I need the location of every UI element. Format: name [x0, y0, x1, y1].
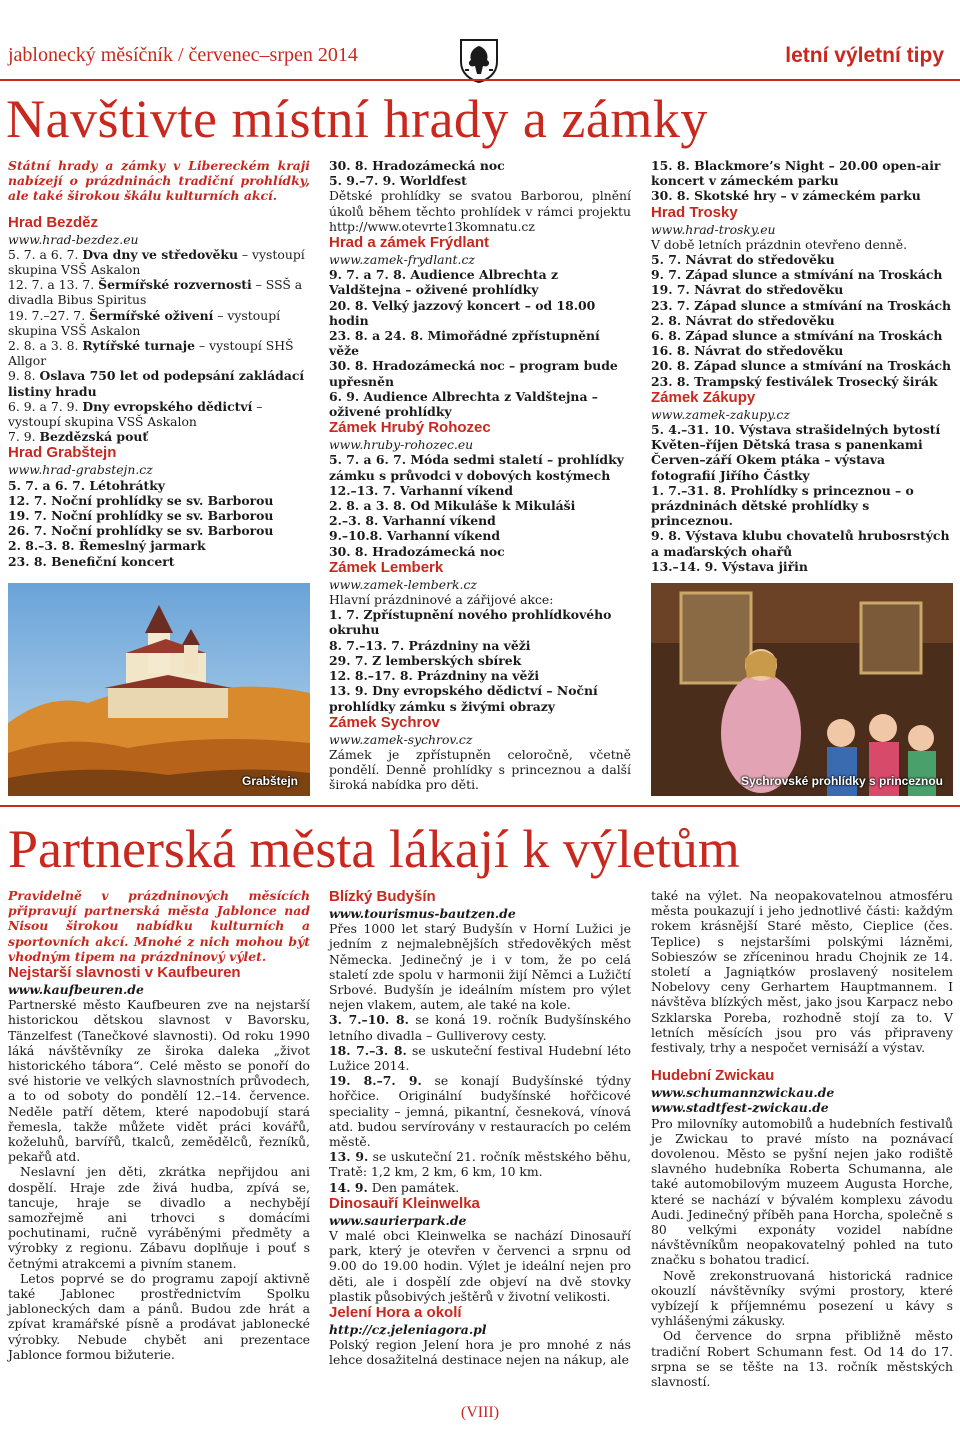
event-detail: se uskuteční 21. ročník městského běhu, Tratě: 1,2 km, 2 km, 6 km, 10 km. — [329, 1149, 632, 1180]
grabstejn-event: 23. 8. Benefiční koncert — [8, 553, 175, 569]
bezdez-url[interactable]: www.hrad-bezdez.eu — [8, 231, 139, 247]
event-date: 9. 8. — [8, 368, 40, 384]
zwickau-p3: Nově zrekonstruovaná historická radnice okouzlí návštěvníky svými prostory, které vybízejí k příjemnému posezení u kávy s vyhlášenými zákusky. — [651, 1267, 953, 1329]
lemberk-url[interactable]: www.zamek-lemberk.cz — [329, 576, 477, 592]
kaufbeuren-p1: Partnerské město Kaufbeuren zve na nejstarší historickou dětskou slavnost v Bavorsku, Tänzelfest (Tanečkové slavnosti). Od roku 1990 láká návštěvníky ze široka daleka „život historického tábora“. Celé město se ponoří do své historie ve velkých slavnostních průvodech, a to od soboty do pondělí 12.–14. července. Neděle patří dětem, které napodobují stará řemesla, takže můžete vidět práci kovářů, koželuhů, barvířů, tkalců, zemědělců, řezníků, pekařů atd. — [8, 997, 310, 1165]
column3-intro-events — [651, 158, 953, 204]
grabstejn-event: 5. 7. a 6. 7. Létohrátky — [8, 477, 165, 493]
article2-column-3 — [651, 888, 953, 1389]
princess-tour-image — [651, 583, 953, 796]
event-date: 7. 9. — [8, 429, 40, 445]
kaufbeuren-title: Nejstarší slavnosti v Kaufbeuren — [8, 964, 241, 982]
castle-image — [8, 583, 310, 796]
article2-column-2 — [329, 888, 631, 1368]
zwickau-p4: Od července do srpna přibližně město tradiční Robert Schumann fest. Od 14 do 17. srpna se se těšte na 13. ročník městských slavností. — [651, 1328, 953, 1390]
hruby-rohozec-events — [329, 452, 631, 558]
bezdez-events — [8, 247, 310, 445]
trosky-event: 6. 8. Západ slunce a stmívání na Troskách — [651, 328, 943, 344]
trosky-title: Hrad Trosky — [651, 203, 738, 221]
kaufbeuren-p3: Letos poprvé se do programu zapojí aktivně také Jablonec prostřednictvím Spolku jabloneckých dam a pánů. Budou zde hrát a zpívat kramářské písně a prodávat jablonecké výrobky. Nebude chybět ani prezentace Jablonce formou bižuterie. — [8, 1270, 310, 1362]
grabstejn-title: Hrad Grabštejn — [8, 444, 117, 462]
event-detail: – vystoupí SHŠ Allgor — [8, 338, 294, 369]
frydlant-event: 23. 8. a 24. 8. Mimořádné zpřístupnění věže — [329, 328, 600, 359]
bezdez-title: Hrad Bezděz — [8, 213, 99, 231]
city-coat-of-arms-icon — [455, 36, 503, 84]
zwickau-p2: Pro milovníky automobilů a hudebních festivalů je Zwickau to pravé místo na poznávací dovolenou. Město se pyšní nejen jako rodiště slavného hudebníka Roberta Schumanna, ale také automobilovým muzeem Augusta Horche, které se nachází v bývalém komplexu závodu Audi. Jedinečný příběh pana Horcha, společně s 80 velkými exponáty vozidel nabídne návštěvníkům neopakovatelný pohled na tuto značku s bohatou tradicí. — [651, 1115, 953, 1268]
grabstejn-event: 12. 7. Noční prohlídky se sv. Barborou — [8, 492, 274, 508]
bezdez-event — [8, 277, 310, 307]
article2-lead: Pravidelně v prázdninových měsících připravují partnerská města Jablonce nad Nisou širokou nabídku kulturních a sportovních akcí. Mnohé z nich mohou být vhodným tipem na prázdninový výlet. — [8, 888, 310, 964]
event-date: 18. 7.–3. 8. — [329, 1042, 407, 1058]
budysin-events — [329, 1012, 631, 1194]
header-rule — [0, 79, 960, 81]
lemberk-event: 1. 7. Zpřístupnění nového prohlídkového okruhu — [329, 607, 612, 638]
kleinwelka-title: Dinosauří Kleinwelka — [329, 1194, 480, 1212]
grabstejn-event: 19. 7. Noční prohlídky se sv. Barborou — [8, 508, 274, 524]
event-date: 12. 7. a 13. 7. — [8, 277, 99, 293]
zakupy-event: 1. 7.–31. 8. Prohlídky s princeznou – o prázdninách dětské prohlídky s princeznou. — [651, 482, 914, 529]
worldfest-text: Dětské prohlídky se svatou Barborou, plnění úkolů během těchto prohlídek v rámci projektu http://www.otevrte13komnatu.cz — [329, 188, 631, 234]
budysin-url[interactable]: www.tourismus-bautzen.de — [329, 906, 516, 921]
event-name: Oslava 750 let od podepsání zakládací listiny hradu — [8, 368, 305, 399]
kaufbeuren-url[interactable]: www.kaufbeuren.de — [8, 982, 144, 998]
budysin-event — [329, 1012, 631, 1042]
zakupy-event: 9. 8. Výstava klubu chovatelů hrubosrstých a maďarských ohařů — [651, 528, 950, 559]
zwickau-url-2[interactable]: www.stadtfest-zwickau.de — [651, 1100, 829, 1116]
trosky-url[interactable]: www.hrad-trosky.eu — [651, 221, 776, 237]
lemberk-events — [329, 607, 631, 713]
sychrov-photo-caption: Sychrovské prohlídky s princeznou — [740, 774, 943, 788]
column2-intro-event: 30. 8. Hradozámecká noc — [329, 158, 505, 173]
jelenia-url[interactable]: http://cz.jeleniagora.pl — [329, 1322, 487, 1338]
event-detail: – vystoupí skupina VSŠ Askalon — [8, 307, 281, 338]
zakupy-event: 13.–14. 9. Výstava jiřin — [651, 558, 808, 574]
frydlant-events — [329, 267, 631, 419]
frydlant-event: 20. 8. Velký jazzový koncert – od 18.00 hodin — [329, 297, 596, 328]
bezdez-event — [8, 399, 310, 429]
kleinwelka-text: V malé obci Kleinwelka se nachází Dinosauří park, který je otevřen v červenci a srpnu od 9.00 do 19.00 hodin. Výlet je ideální nejen pro děti, ale i dospělí zde objeví na dvě stovky plastik působivých ještěrů v životní velikosti. — [329, 1228, 631, 1304]
event-name: Dny evropského dědictví — [82, 398, 253, 414]
frydlant-title: Hrad a zámek Frýdlant — [329, 234, 490, 252]
budysin-event — [329, 1043, 631, 1073]
hruby-rohozec-event: 5. 7. a 6. 7. Móda sedmi staletí – prohlídky zámku s průvodci v dobových kostýmech — [329, 452, 624, 483]
hruby-rohozec-event: 9.–10.8. Varhanní víkend — [329, 528, 501, 544]
bezdez-event — [8, 338, 310, 368]
trosky-event: 5. 7. Návrat do středověku — [651, 252, 835, 268]
event-name: Dva dny ve středověku — [82, 246, 238, 262]
jelenia-continued: také na výlet. Na neopakovatelnou atmosféru města poukazují i jeho jednotlivé části: každým rokem krásnější Staré město, Cieplice (čes. Teplice) s nejstaršími polskými lázněmi, Sobieszów se zříceninou hradu Chojnik ze 14. století a Jagniątków proslavený nositelem Nobelovy ceny Gerhartem Hauptmannem. I návštěva blízkých měst, jako jsou Karpacz nebo Szklarska Poreba, rozhodně stojí za to. V letních měsících jsou pro vás připraveny festivaly, trhy a nespočet vernisáží a výstav. — [651, 888, 953, 1056]
bezdez-event — [8, 308, 310, 338]
hruby-rohozec-title: Zámek Hrubý Rohozec — [329, 419, 491, 437]
trosky-intro: V době letních prázdnin otevřeno denně. — [651, 236, 908, 252]
article-separator — [0, 805, 960, 807]
event-date: 19. 7.–27. 7. — [8, 307, 90, 323]
column3-intro-event: 15. 8. Blackmore’s Night – 20.00 open-air koncert v zámeckém parku — [651, 158, 941, 189]
budysin-p1: Přes 1000 let starý Budyšín v Horní Lužici je jedním z nejmalebnějších středověkých měst Německa. Jedinečný je i v tom, že po celá staletí zde spolu v harmonii žijí Němci a Lužičtí Srbové. Budyšín je ideálním místem pro výlet nejen vlakem, autem, ale také na kole. — [329, 921, 631, 1013]
lemberk-title: Zámek Lemberk — [329, 558, 444, 576]
event-detail: se uskuteční festival Hudební léto Lužice 2014. — [329, 1042, 631, 1074]
hruby-rohozec-event: 12.–13. 7. Varhanní víkend — [329, 482, 514, 498]
trosky-event: 9. 7. Západ slunce a stmívání na Troskách — [651, 267, 943, 283]
section-name: letní výletní tipy — [785, 44, 944, 67]
article2-title: Partnerská města lákají k výletům — [8, 819, 740, 879]
hruby-rohozec-event: 30. 8. Hradozámecká noc — [329, 543, 505, 559]
jelenia-text: Polský region Jelení hora je pro mnohé z nás lehce dosažitelná destinace nejen na nákup, ale — [329, 1337, 631, 1368]
frydlant-event: 30. 8. Hradozámecká noc – program bude upřesněn — [329, 358, 618, 389]
trosky-event: 16. 8. Návrat do středověku — [651, 343, 844, 359]
article1-lead: Státní hrady a zámky v Libereckém kraji nabízejí o prázdninách tradiční prohlídky, ale také širokou škálu kulturních akcí. — [8, 158, 310, 204]
article1-column-1 — [8, 158, 310, 569]
event-detail: – vystoupí skupina VSŠ Askalon — [8, 398, 263, 430]
lemberk-event: 12. 8.–17. 8. Prázdniny na věži — [329, 668, 540, 684]
hruby-rohozec-event: 2.–3. 8. Varhanní víkend — [329, 513, 496, 529]
trosky-event: 2. 8. Návrat do středověku — [651, 312, 835, 328]
bezdez-event — [8, 247, 310, 277]
bezdez-event — [8, 429, 310, 444]
event-name: Šermířské rozvernosti — [98, 277, 252, 293]
budysin-title: Blízký Budyšín — [329, 888, 436, 905]
page-header — [0, 28, 960, 80]
trosky-events — [651, 252, 953, 389]
lemberk-event: 8. 7.–13. 7. Prázdniny na věži — [329, 637, 531, 653]
event-date: 6. 9. a 7. 9. — [8, 398, 83, 414]
trosky-event: 23. 7. Západ slunce a stmívání na Troskách — [651, 297, 952, 313]
grabstejn-event: 26. 7. Noční prohlídky se sv. Barborou — [8, 523, 274, 539]
jelenia-title: Jelení Hora a okolí — [329, 1304, 462, 1322]
article1-column-2 — [329, 158, 631, 793]
event-name: Šermířské oživení — [89, 307, 214, 323]
lemberk-event: 13. 9. Dny evropského dědictví – Noční prohlídky zámku s živými obrazy — [329, 683, 598, 714]
zwickau-url-1[interactable]: www.schumannzwickau.de — [651, 1085, 835, 1101]
sychrov-title: Zámek Sychrov — [329, 713, 440, 731]
article1-title: Navštivte místní hrady a zámky — [6, 89, 708, 149]
zakupy-url[interactable]: www.zamek-zakupy.cz — [651, 406, 790, 422]
event-detail: – SSŠ a divadla Bibus Spiritus — [8, 277, 303, 308]
hruby-rohozec-url[interactable]: www.hruby-rohozec.eu — [329, 437, 474, 453]
event-date: 13. 9. — [329, 1149, 369, 1165]
event-date: 2. 8. a 3. 8. — [8, 338, 83, 354]
kleinwelka-url[interactable]: www.saurierpark.de — [329, 1212, 467, 1228]
event-detail: se konají Budyšínské týdny hořčice. Originální budyšínské hořčicové speciality – jemná, pikantní, česneková, vínová atd. budou servírovány v restauracích po celém městě. — [329, 1073, 632, 1150]
trosky-event: 23. 8. Trampský festiválek Trosecký širák — [651, 373, 938, 389]
grabstejn-events — [8, 478, 310, 569]
magazine-name: jablonecký měsíčník / červenec–srpen 2014 — [8, 44, 358, 66]
column2-intro-event: 5. 9.–7. 9. Worldfest — [329, 173, 467, 189]
event-date: 3. 7.–10. 8. — [329, 1012, 409, 1028]
event-date: 19. 8.–7. 9. — [329, 1073, 422, 1089]
budysin-event — [329, 1180, 631, 1195]
bezdez-event — [8, 368, 310, 398]
event-date: 5. 7. a 6. 7. — [8, 246, 83, 262]
grabstejn-url[interactable]: www.hrad-grabstejn.cz — [8, 462, 153, 478]
lemberk-event: 29. 7. Z lemberských sbírek — [329, 652, 522, 668]
event-detail: – vystoupí skupina VSŠ Askalon — [8, 246, 305, 278]
sychrov-text: Zámek je zpřístupněn celoročně, včetně pondělí. Denně prohlídky s princeznou a další široká nabídka pro děti. — [329, 746, 631, 793]
event-name: Bezdězská pouť — [39, 429, 149, 445]
column3-intro-event: 30. 8. Skotské hry – v zámeckém parku — [651, 188, 921, 204]
grabstejn-photo — [8, 583, 310, 796]
zakupy-event: Květen–říjen Dětská trasa s panenkami — [651, 437, 923, 453]
budysin-event — [329, 1149, 631, 1179]
lemberk-intro: Hlavní prázdninové a zářijové akce: — [329, 592, 554, 608]
budysin-event — [329, 1073, 631, 1149]
sychrov-photo — [651, 583, 953, 796]
event-name: Rytířské turnaje — [82, 338, 196, 354]
event-date: 14. 9. — [329, 1179, 368, 1195]
event-detail: se koná 19. ročník Budyšínského letního divadla – Gulliverovy cesty. — [329, 1012, 631, 1043]
zakupy-event: Červen–září Okem ptáka – výstava fotografií Jiřího Částky — [651, 452, 886, 483]
trosky-event: 20. 8. Západ slunce a stmívání na Troskách — [651, 358, 952, 374]
sychrov-url[interactable]: www.zamek-sychrov.cz — [329, 731, 473, 747]
frydlant-url[interactable]: www.zamek-frydlant.cz — [329, 252, 475, 268]
article1-column-3 — [651, 158, 953, 574]
event-detail: Den památek. — [367, 1179, 460, 1195]
page-number: (VIII) — [460, 1404, 500, 1421]
grabstejn-photo-caption: Grabštejn — [241, 774, 298, 788]
kaufbeuren-p2: Neslavní jen děti, zkrátka nepřijdou ani dospělí. Hraje zde živá hudba, zpívá se, tancuje, hraje se divadlo a nechybějí samozřejmě ani trhovci s domácími pochutinami, ručně vyráběnými předměty a výrobky z regionu. Zábavu doplňuje i pouť s četnými atrakcemi a pivním stanem. — [8, 1164, 310, 1271]
grabstejn-event: 2. 8.–3. 8. Řemeslný jarmark — [8, 538, 206, 554]
zakupy-title: Zámek Zákupy — [651, 388, 756, 406]
zakupy-events — [651, 422, 953, 574]
hruby-rohozec-event: 2. 8. a 3. 8. Od Mikuláše k Mikuláši — [329, 498, 576, 514]
zwickau-title: Hudební Zwickau — [651, 1067, 775, 1085]
frydlant-event: 9. 7. a 7. 8. Audience Albrechta z Valdštejna – oživené prohlídky — [329, 267, 559, 298]
zakupy-event: 5. 4.–31. 10. Výstava strašidelných bytostí — [651, 422, 941, 438]
trosky-event: 19. 7. Návrat do středověku — [651, 282, 844, 298]
frydlant-event: 6. 9. Audience Albrechta z Valdštejna – oživené prohlídky — [329, 388, 598, 420]
column2-intro-events — [329, 158, 631, 188]
article2-column-1 — [8, 888, 310, 1362]
